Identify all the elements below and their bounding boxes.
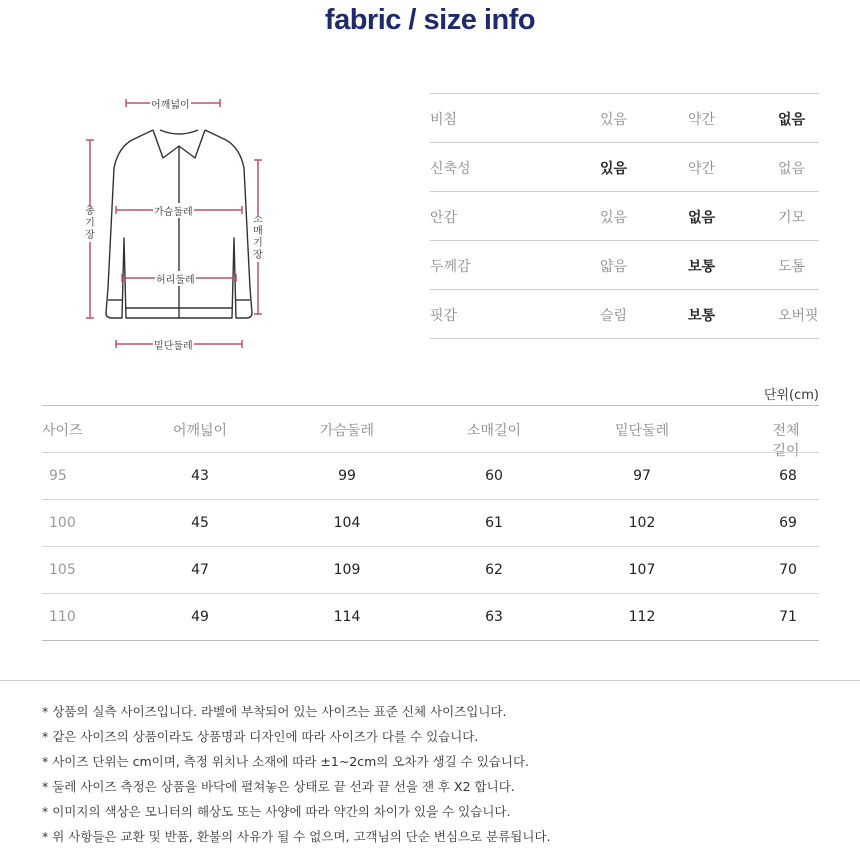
page-title: fabric / size info	[324, 4, 536, 36]
table-row	[42, 593, 819, 641]
fabric-option: 얇음	[600, 259, 628, 275]
note-item: * 이미지의 색상은 모니터의 해상도 또는 사양에 따라 약간의 차이가 있을 수 있습니다.	[42, 804, 511, 819]
size-table	[42, 405, 819, 641]
fabric-row	[430, 240, 819, 289]
unit-label: 단위(cm)	[763, 388, 819, 403]
size-cell: 100	[49, 515, 76, 531]
header-cell: 가슴둘레	[319, 423, 375, 439]
header-cell: 전체길이	[772, 423, 800, 459]
fabric-option-selected: 있음	[600, 161, 628, 177]
value-cell: 69	[779, 515, 797, 531]
value-cell: 43	[191, 468, 209, 484]
note-item: * 사이즈 단위는 cm이며, 측정 위치나 소재에 따라 ±1~2cm의 오차가 생길 수 있습니다.	[42, 754, 530, 769]
fabric-row	[430, 142, 819, 191]
fabric-option: 슬림	[600, 308, 628, 324]
fabric-option: 약간	[688, 161, 716, 177]
fabric-option-selected: 보통	[688, 259, 716, 275]
header-cell: 밑단둘레	[614, 423, 670, 439]
value-cell: 49	[191, 609, 209, 625]
value-cell: 114	[333, 609, 361, 625]
fabric-option: 기모	[778, 210, 806, 226]
waist-label: 허리둘레	[155, 271, 196, 286]
value-cell: 97	[633, 468, 651, 484]
value-cell: 109	[333, 562, 361, 578]
fabric-option: 오버핏	[778, 308, 819, 324]
size-cell: 95	[49, 468, 67, 484]
value-cell: 70	[779, 562, 797, 578]
fabric-label: 핏감	[430, 308, 458, 324]
value-cell: 62	[485, 562, 503, 578]
fabric-option-selected: 보통	[688, 308, 716, 324]
fabric-label: 신축성	[430, 161, 471, 177]
note-item: * 위 사항들은 교환 및 반품, 환불의 사유가 될 수 없으며, 고객님의 단순 변심으로 분류됩니다.	[42, 829, 551, 844]
fabric-row	[430, 289, 819, 339]
size-cell: 110	[49, 609, 76, 625]
fabric-row	[430, 191, 819, 240]
fabric-option: 없음	[778, 161, 806, 177]
value-cell: 68	[779, 468, 797, 484]
header-cell: 사이즈	[42, 423, 83, 439]
size-table-header	[42, 405, 819, 459]
note-item: * 상품의 실측 사이즈입니다. 라벨에 부착되어 있는 사이즈는 표준 신체 사이즈입니다.	[42, 704, 507, 719]
shirt-outline-icon	[60, 88, 300, 358]
value-cell: 61	[485, 515, 503, 531]
fabric-info-table	[430, 93, 819, 339]
value-cell: 60	[485, 468, 503, 484]
hem-label: 밑단둘레	[153, 337, 194, 352]
table-row	[42, 499, 819, 546]
fabric-option-selected: 없음	[778, 112, 806, 128]
sleeve-length-label: 소매기장	[253, 214, 263, 261]
shoulder-label: 어깨넓이	[150, 96, 191, 111]
fabric-row	[430, 93, 819, 142]
table-row	[42, 452, 819, 499]
chest-label: 가슴둘레	[153, 203, 194, 218]
fabric-option-selected: 없음	[688, 210, 716, 226]
value-cell: 45	[191, 515, 209, 531]
fabric-label: 비침	[430, 112, 458, 128]
fabric-option: 약간	[688, 112, 716, 128]
note-item: * 둘레 사이즈 측정은 상품을 바닥에 펼쳐놓은 상태로 끝 선과 끝 선을 잰 후 X2 합니다.	[42, 779, 515, 794]
value-cell: 63	[485, 609, 503, 625]
size-notes	[0, 680, 860, 844]
fabric-option: 있음	[600, 210, 628, 226]
fabric-label: 두께감	[430, 259, 471, 275]
table-row	[42, 546, 819, 593]
value-cell: 99	[338, 468, 356, 484]
fabric-option: 있음	[600, 112, 628, 128]
header-cell: 어깨넓이	[172, 423, 228, 439]
value-cell: 102	[628, 515, 656, 531]
value-cell: 112	[628, 609, 656, 625]
size-cell: 105	[49, 562, 76, 578]
fabric-option: 도톰	[778, 259, 806, 275]
value-cell: 47	[191, 562, 209, 578]
fabric-label: 안감	[430, 210, 458, 226]
value-cell: 71	[779, 609, 797, 625]
total-length-label: 총기장	[85, 206, 95, 241]
value-cell: 107	[628, 562, 656, 578]
note-item: * 같은 사이즈의 상품이라도 상품명과 디자인에 따라 사이즈가 다를 수 있습니다.	[42, 729, 479, 744]
header-cell: 소매길이	[466, 423, 522, 439]
value-cell: 104	[333, 515, 361, 531]
garment-diagram	[60, 88, 300, 358]
